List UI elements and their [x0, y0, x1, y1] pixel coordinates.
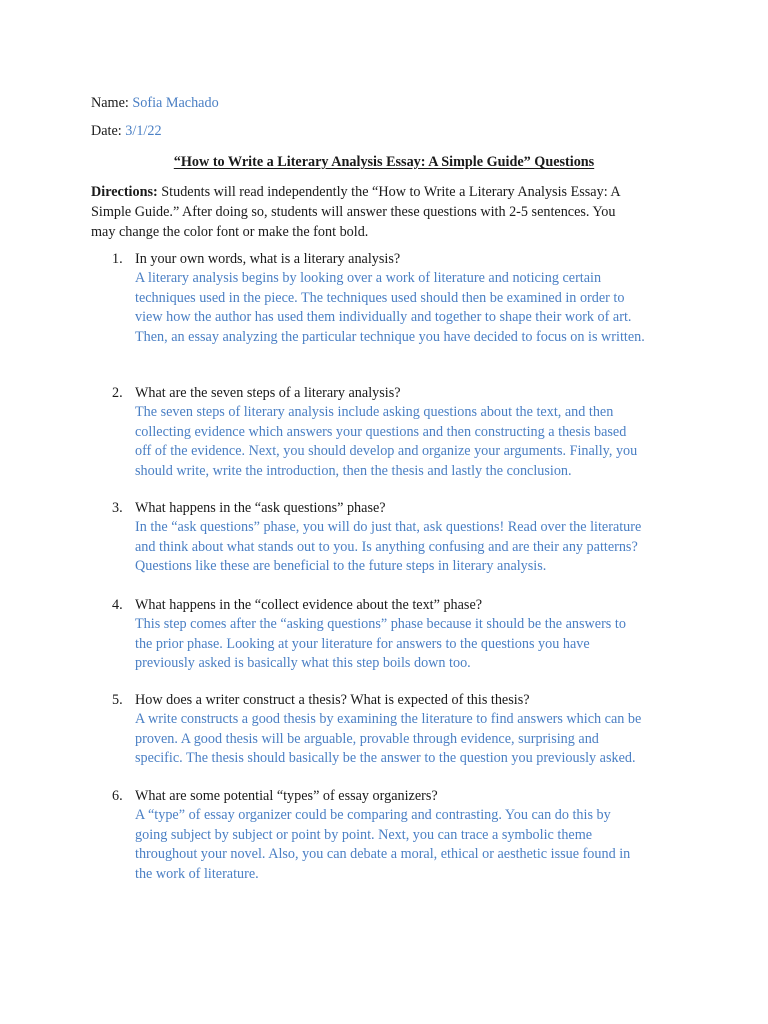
- question-text: How does a writer construct a thesis? What is expected of this thesis?: [135, 692, 530, 708]
- answer-line: This step comes after the “asking questions” phase because it should be the answers to: [135, 616, 626, 632]
- question-item-2: [112, 384, 702, 481]
- question-6: [112, 787, 702, 806]
- answer-line: A literary analysis begins by looking over a work of literature and noticing certain: [135, 270, 602, 286]
- answer-line: A “type” of essay organizer could be comparing and contrasting. You can do this by: [135, 807, 611, 823]
- question-text: What happens in the “ask questions” phase?: [135, 500, 386, 516]
- question-1: [112, 250, 702, 269]
- answer-line: A write constructs a good thesis by examining the literature to find answers which can be: [135, 711, 642, 727]
- answer-line: Questions like these are beneficial to the future steps in literary analysis.: [135, 558, 547, 574]
- question-item-6: [112, 787, 702, 884]
- question-2: [112, 384, 702, 403]
- question-item-4: [112, 596, 702, 674]
- question-text: What happens in the “collect evidence about the text” phase?: [135, 597, 483, 613]
- directions-line: may change the color font or make the font bold.: [91, 224, 369, 240]
- answer-line: going subject by subject or point by point. Next, you can trace a symbolic theme: [135, 826, 593, 843]
- answer-1: [112, 269, 702, 347]
- directions-line: [91, 182, 691, 202]
- answer-line: In the “ask questions” phase, you will do just that, ask questions! Read over the literature: [135, 519, 642, 535]
- directions-line: Simple Guide.” After doing so, students will answer these questions with 2-5 sentences. You: [91, 204, 616, 220]
- answer-line: The seven steps of literary analysis include asking questions about the text, and then: [135, 404, 614, 420]
- document-title: “How to Write a Literary Analysis Essay: A Simple Guide” Questions: [173, 154, 595, 170]
- question-number: 6.: [112, 788, 123, 804]
- answer-line: off of the evidence. Next, you should develop and organize your arguments. Finally, you: [135, 443, 638, 459]
- answer-5: [112, 710, 702, 769]
- answer-line: Then, an essay analyzing the particular technique you have decided to focus on is written.: [135, 328, 645, 345]
- name-value: Sofia Machado: [132, 95, 219, 111]
- directions-text: Students will read independently the “How to Write a Literary Analysis Essay: A: [157, 184, 621, 200]
- question-item-3: [112, 499, 702, 577]
- question-text: What are some potential “types” of essay organizers?: [135, 788, 438, 804]
- answer-line: should write, write the introduction, then the thesis and lastly the conclusion.: [135, 462, 572, 479]
- answer-line: throughout your novel. Also, you can debate a moral, ethical or aesthetic issue found in: [135, 846, 631, 862]
- answer-line: view how the author has used them individually and together to shape their work of art.: [135, 309, 632, 325]
- directions-label: Directions:: [91, 184, 158, 200]
- question-5: [112, 691, 702, 710]
- answer-line: previously asked is basically what this step boils down too.: [135, 655, 471, 671]
- answer-line: and think about what stands out to you. Is anything confusing and are their any patterns?: [135, 538, 638, 555]
- answer-line: specific. The thesis should basically be the answer to the question you previously asked.: [135, 750, 636, 766]
- answer-6: [112, 806, 702, 884]
- directions-paragraph: [91, 182, 691, 242]
- question-item-1: [112, 250, 702, 347]
- date-label: Date:: [91, 123, 122, 139]
- answer-line: proven. A good thesis will be arguable, provable through evidence, surprising and: [135, 730, 599, 747]
- question-number: 4.: [112, 597, 123, 613]
- answer-line: techniques used in the piece. The techniques used should then be examined in order to: [135, 289, 625, 306]
- answer-line: the work of literature.: [135, 865, 259, 882]
- question-number: 1.: [112, 251, 123, 267]
- date-field: [91, 122, 162, 140]
- answer-line: collecting evidence which answers your questions and then constructing a thesis based: [135, 423, 627, 440]
- question-text: What are the seven steps of a literary analysis?: [135, 385, 401, 401]
- question-3: [112, 499, 702, 518]
- name-label: Name:: [91, 95, 129, 111]
- question-number: 3.: [112, 500, 123, 516]
- answer-3: [112, 518, 702, 577]
- answer-line: the prior phase. Looking at your literature for answers to the questions you have: [135, 635, 590, 652]
- question-item-5: [112, 691, 702, 769]
- question-number: 2.: [112, 385, 123, 401]
- name-field: [91, 94, 219, 112]
- question-4: [112, 596, 702, 615]
- answer-4: [112, 615, 702, 674]
- date-value: 3/1/22: [125, 123, 162, 139]
- question-number: 5.: [112, 692, 123, 708]
- question-text: In your own words, what is a literary analysis?: [135, 251, 401, 267]
- answer-2: [112, 403, 702, 481]
